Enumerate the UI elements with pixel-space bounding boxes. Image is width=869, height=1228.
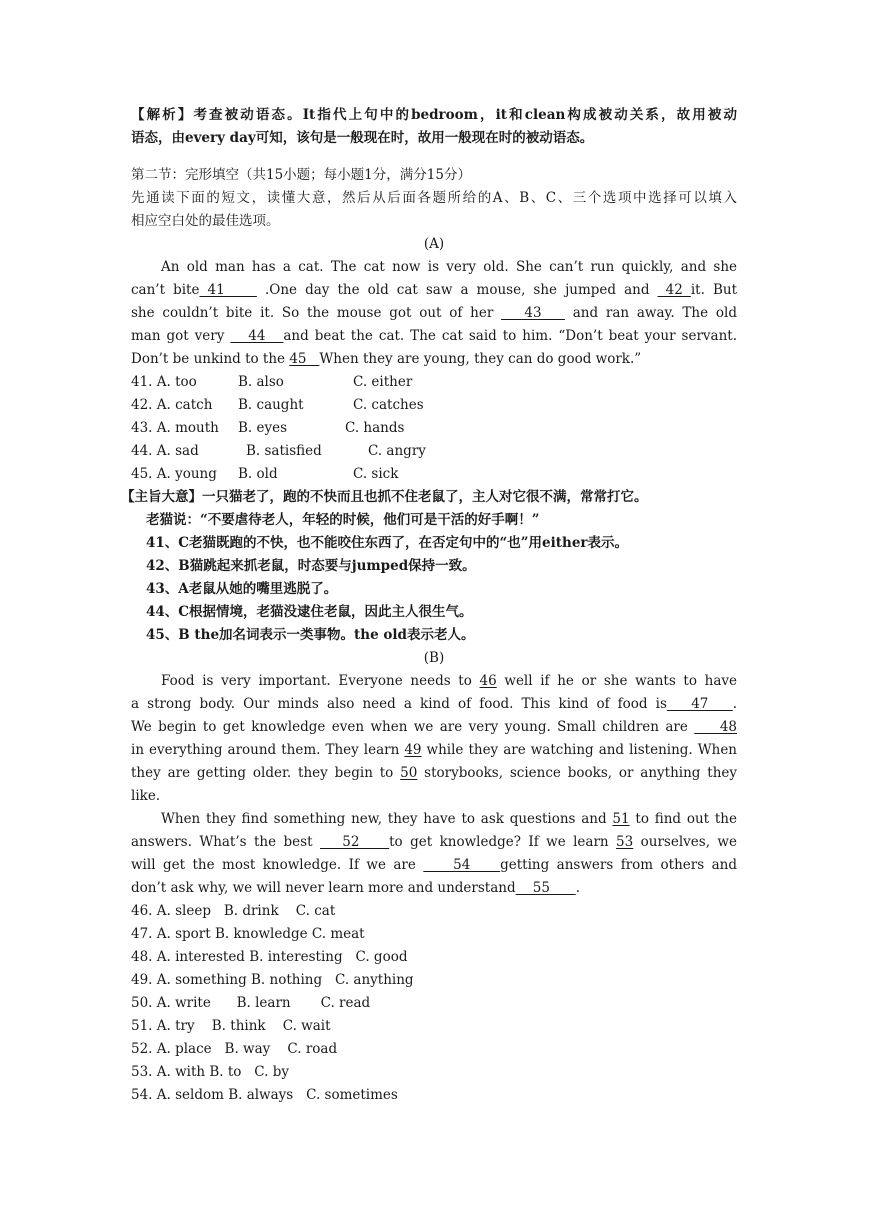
question-51: 51. A. try B. think C. wait xyxy=(131,1018,331,1034)
option-c: C. sick xyxy=(353,466,399,482)
blank-53[interactable]: 53 xyxy=(616,834,634,850)
explanation-44: 44、C根据情境，老猫没逮住老鼠，因此主人很生气。 xyxy=(146,604,473,620)
passage-a-line xyxy=(131,348,737,371)
blank-49[interactable]: 49 xyxy=(404,742,422,758)
option-a: 42. A. catch xyxy=(131,397,213,413)
text-run: to find out the xyxy=(629,811,737,827)
option-c: C. hands xyxy=(345,420,405,436)
main-idea-line-1: 【主旨大意】一只猫老了，跑的不快而且也抓不住老鼠了，主人对它很不满，常常打它。 xyxy=(121,489,648,505)
text-run: and beat the cat. The cat said to him. “Don’t beat your servant. xyxy=(283,328,737,344)
option-a: 44. A. sad xyxy=(131,443,199,459)
text-run: a strong body. Our minds also need a kind of food. This kind of food is xyxy=(131,696,667,712)
explanation-43: 43、A老鼠从她的嘴里逃脱了。 xyxy=(146,581,338,597)
option-c: C. catches xyxy=(353,397,424,413)
document-page xyxy=(121,104,737,1107)
text-run: don’t ask why, we will never learn more and understand xyxy=(131,880,516,896)
text-run: ourselves, we xyxy=(633,834,737,850)
blank-45[interactable]: 45 xyxy=(289,351,320,367)
question-48: 48. A. interested B. interesting C. good xyxy=(131,949,408,965)
text-run: . xyxy=(732,696,737,712)
blank-48[interactable]: 48 xyxy=(694,719,737,735)
passage-b-line xyxy=(131,808,737,831)
option-b: B. old xyxy=(238,466,278,482)
question-54: 54. A. seldom B. always C. sometimes xyxy=(131,1087,398,1103)
passage-b-line: like. xyxy=(131,788,161,804)
question-46: 46. A. sleep B. drink C. cat xyxy=(131,903,336,919)
passage-b-line xyxy=(131,854,737,877)
text-run: will get the most knowledge. If we are xyxy=(131,857,424,873)
blank-42[interactable]: 42 xyxy=(657,282,691,298)
passage-a-line xyxy=(131,325,737,348)
option-c: C. angry xyxy=(368,443,426,459)
text-run: it. But xyxy=(690,282,737,298)
passage-b-line xyxy=(131,762,737,785)
option-a: 43. A. mouth xyxy=(131,420,219,436)
question-53: 53. A. with B. to C. by xyxy=(131,1064,290,1080)
passage-b-line xyxy=(131,831,737,854)
passage-b-line xyxy=(131,693,737,716)
question-52: 52. A. place B. way C. road xyxy=(131,1041,338,1057)
text-run: When they find something new, they have to ask questions and xyxy=(161,811,613,827)
blank-51[interactable]: 51 xyxy=(612,811,630,827)
option-b: B. eyes xyxy=(238,420,288,436)
passage-b-line xyxy=(131,670,737,693)
text-run: storybooks, science books, or anything they xyxy=(417,765,737,781)
blank-54[interactable]: 54 xyxy=(423,857,501,873)
text-run: Food is very important. Everyone needs to xyxy=(161,673,480,689)
text-run: .One day the old cat saw a mouse, she jumped and xyxy=(256,282,658,298)
blank-50[interactable]: 50 xyxy=(400,765,418,781)
text-run: man got very xyxy=(131,328,231,344)
passage-b-line xyxy=(131,877,737,900)
text-run: can’t bite xyxy=(131,282,200,298)
blank-55[interactable]: 55 xyxy=(515,880,576,896)
passage-b-label: (B) xyxy=(423,650,445,666)
text-run: and ran away. The old xyxy=(564,305,737,321)
text-run: to get knowledge? If we learn xyxy=(389,834,617,850)
question-42 xyxy=(131,394,737,417)
text-run: . xyxy=(575,880,581,896)
question-43 xyxy=(131,417,737,440)
text-run: in everything around them. They learn xyxy=(131,742,405,758)
question-41 xyxy=(131,371,737,394)
question-49: 49. A. something B. nothing C. anything xyxy=(131,972,414,988)
analysis-line-2: 语态，由every day可知，该句是一般现在时，故用一般现在时的被动语态。 xyxy=(131,130,594,146)
section-instruction-2: 相应空白处的最佳选项。 xyxy=(131,213,280,229)
blank-43[interactable]: 43 xyxy=(501,305,565,321)
option-c: C. either xyxy=(353,374,413,390)
blank-41[interactable]: 41 xyxy=(199,282,257,298)
blank-46[interactable]: 46 xyxy=(479,673,497,689)
text-run: Don’t be unkind to the xyxy=(131,351,290,367)
text-run: getting answers from others and xyxy=(500,857,737,873)
passage-b-line xyxy=(131,716,737,739)
option-a: 45. A. young xyxy=(131,466,217,482)
blank-52[interactable]: 52 xyxy=(319,834,390,850)
text-run: well if he or she wants to have xyxy=(496,673,737,689)
text-run: answers. What’s the best xyxy=(131,834,320,850)
passage-a-label: (A) xyxy=(423,236,445,252)
option-b: B. satisfied xyxy=(246,443,322,459)
analysis-line-1: 【解析】考查被动语态。It指代上句中的bedroom，it和clean构成被动关系，故用被动 xyxy=(131,107,737,123)
question-47: 47. A. sport B. knowledge C. meat xyxy=(131,926,365,942)
option-a: 41. A. too xyxy=(131,374,197,390)
question-44 xyxy=(131,440,737,463)
passage-a-line: An old man has a cat. The cat now is very old. She can’t run quickly, and she xyxy=(161,259,737,275)
explanation-41: 41、C老猫既跑的不快，也不能咬住东西了，在否定句中的“也”用either表示。 xyxy=(146,535,629,551)
text-run: When they are young, they can do good work.” xyxy=(319,351,642,367)
main-idea-line-2: 老猫说：“不要虐待老人，年轻的时候，他们可是干活的好手啊！” xyxy=(146,512,540,528)
text-run: they are getting older. they begin to xyxy=(131,765,401,781)
explanation-45: 45、B the加名词表示一类事物。the old表示老人。 xyxy=(146,627,475,643)
blank-47[interactable]: 47 xyxy=(666,696,733,712)
text-run: We begin to get knowledge even when we are very young. Small children are xyxy=(131,719,695,735)
option-b: B. also xyxy=(238,374,284,390)
passage-b-line xyxy=(131,739,737,762)
blank-44[interactable]: 44 xyxy=(230,328,284,344)
passage-a-line xyxy=(131,279,737,302)
explanation-42: 42、B猫跳起来抓老鼠，时态要与jumped保持一致。 xyxy=(146,558,476,574)
section-instruction-1: 先通读下面的短文，读懂大意，然后从后面各题所给的A、B、C、三个选项中选择可以填入 xyxy=(131,190,737,206)
section-heading: 第二节：完形填空（共15小题；每小题1分，满分15分） xyxy=(131,167,471,183)
text-run: she couldn’t bite it. So the mouse got out of her xyxy=(131,305,502,321)
text-run: while they are watching and listening. When xyxy=(421,742,737,758)
option-b: B. caught xyxy=(238,397,304,413)
question-45 xyxy=(131,463,737,486)
question-50: 50. A. write B. learn C. read xyxy=(131,995,371,1011)
passage-a-line xyxy=(131,302,737,325)
